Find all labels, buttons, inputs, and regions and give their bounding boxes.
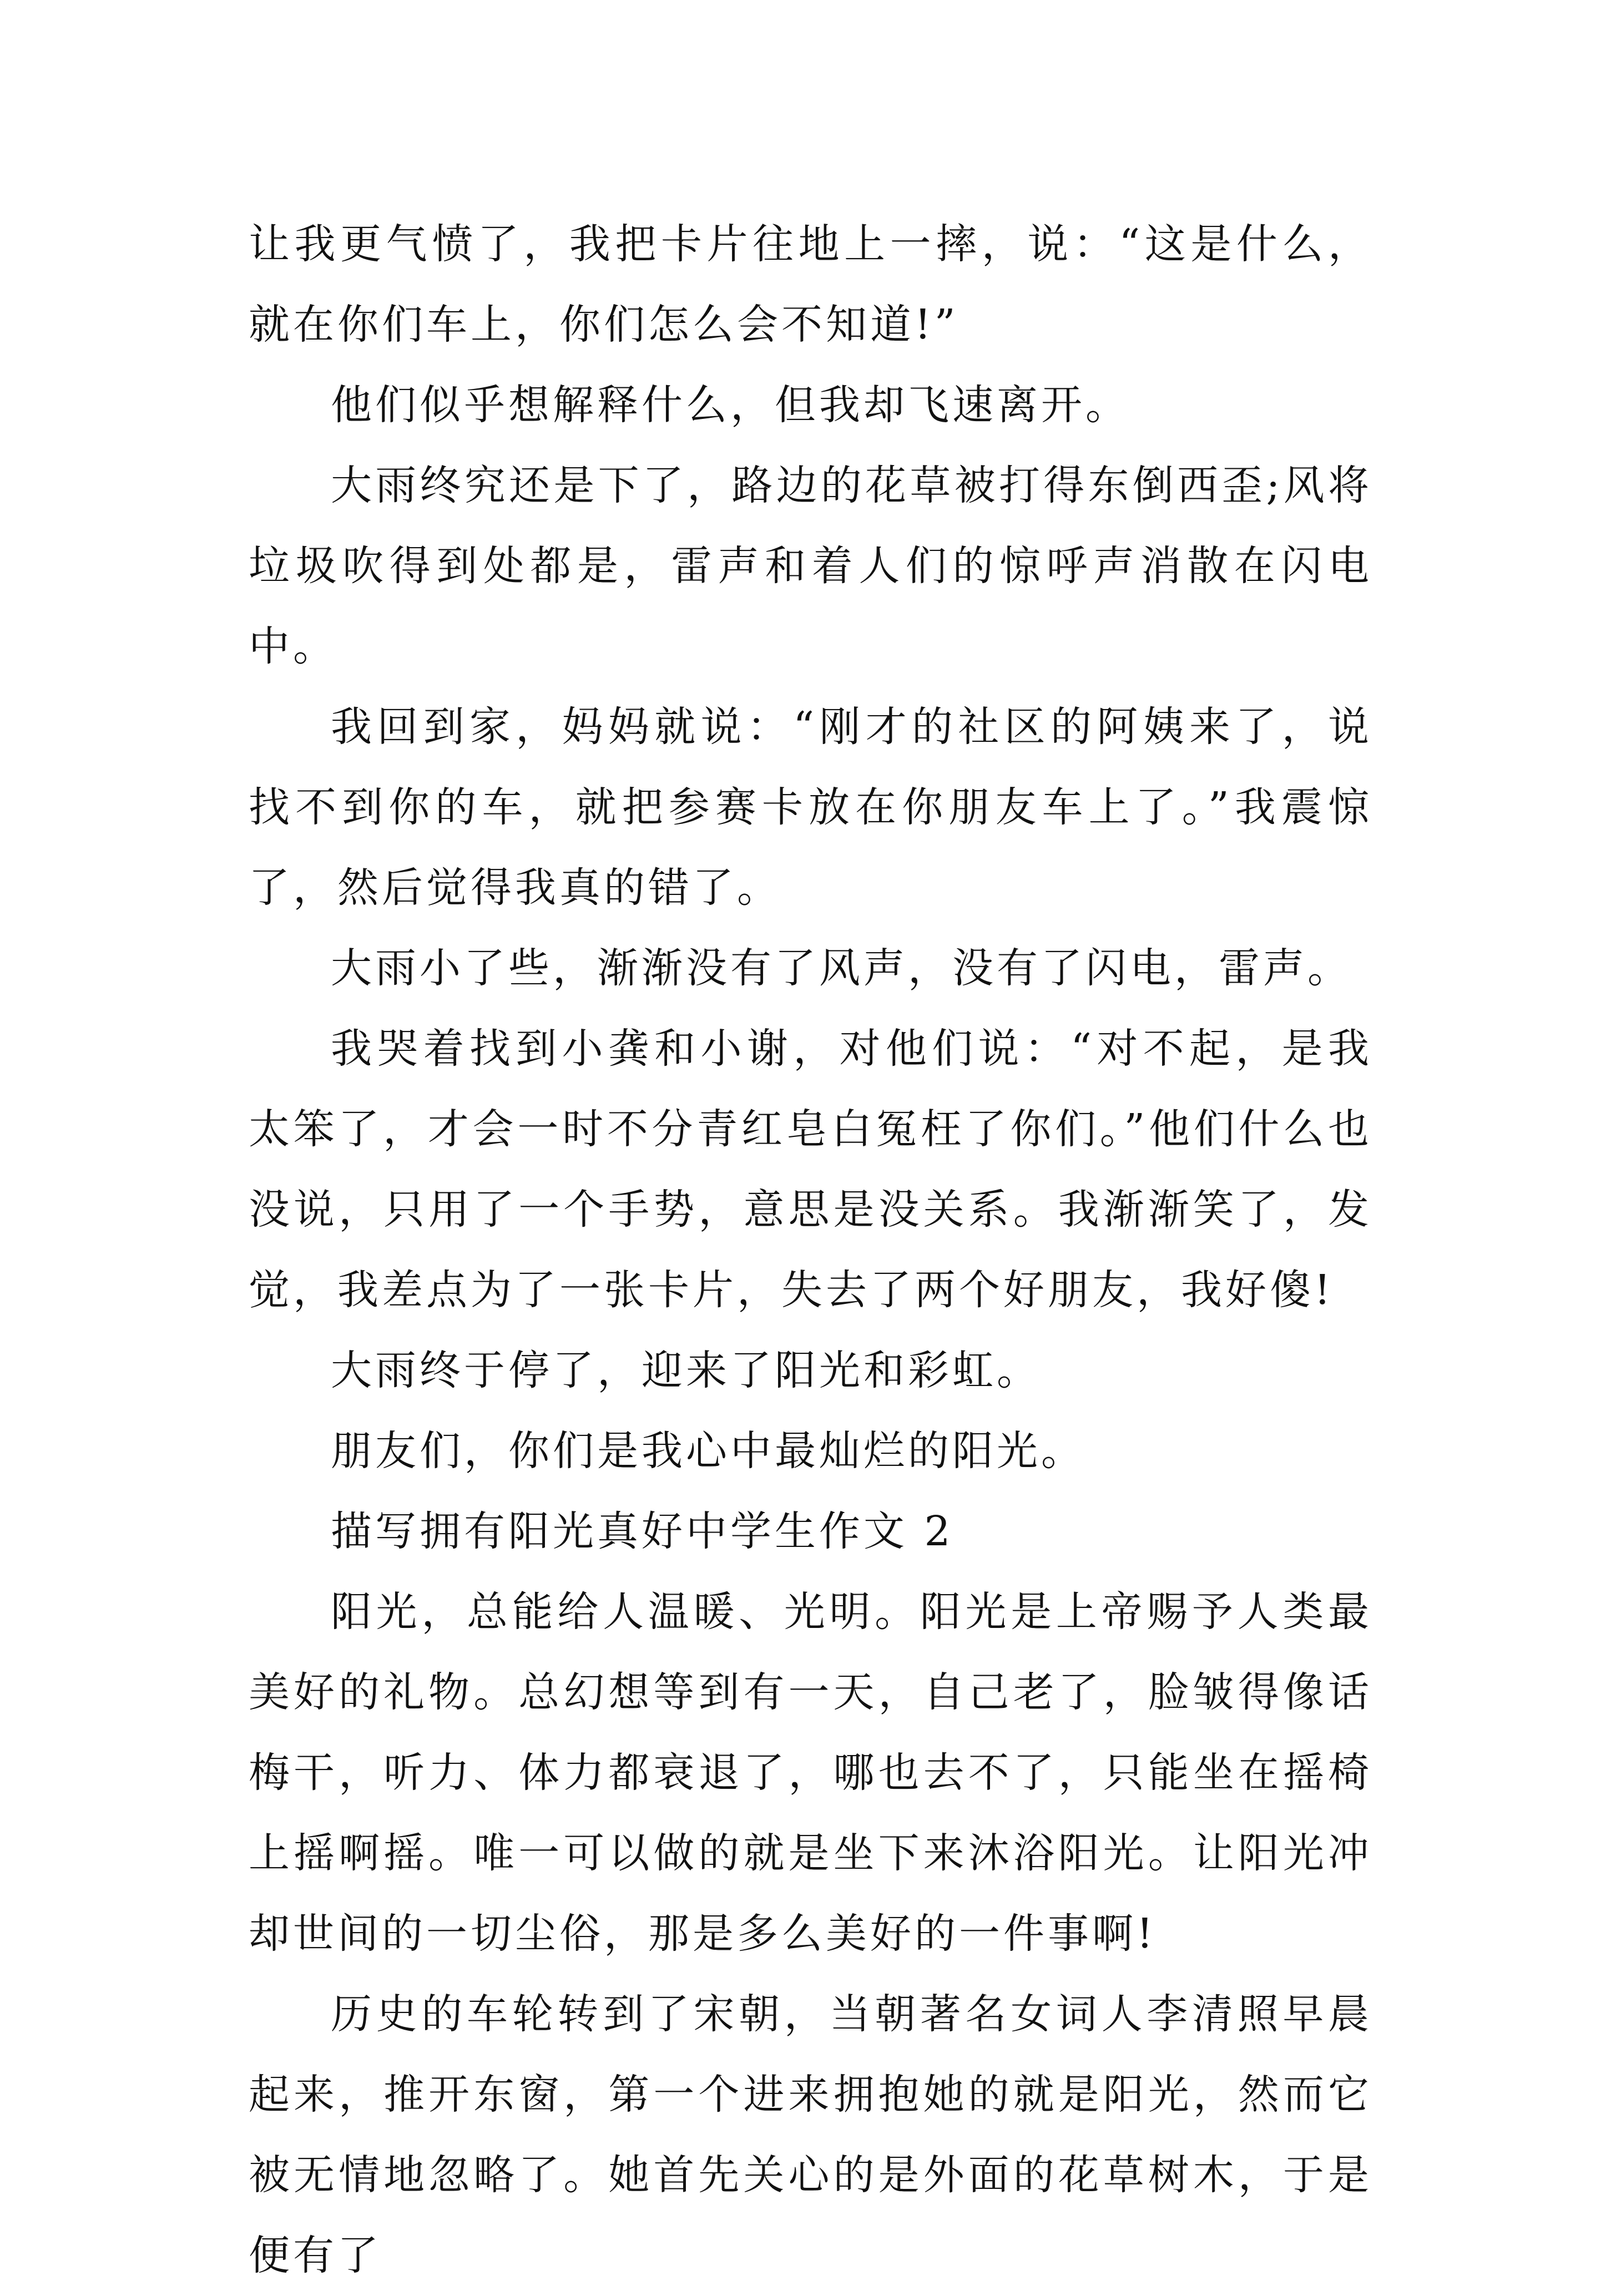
paragraph: 大雨终于停了，迎来了阳光和彩虹。 [331, 1347, 1041, 1394]
section-title: 描写拥有阳光真好中学生作文 2 [331, 1508, 954, 1555]
paragraph: 我回到家，妈妈就说：“刚才的社区的阿姨来了，说找不到你的车，就把参赛卡放在你朋友车上了。”我震惊了，然后觉得我真的错了。 [249, 703, 1372, 912]
paragraph: 朋友们，你们是我心中最灿烂的阳光。 [331, 1427, 1085, 1475]
paragraph: 让我更气愤了，我把卡片往地上一摔，说：“这是什么，就在你们车上，你们怎么会不知道!” [249, 220, 1372, 348]
paragraph: 阳光，总能给人温暖、光明。阳光是上帝赐予人类最美好的礼物。总幻想等到有一天，自己老了，脸皱得像话梅干，听力、体力都衰退了，哪也去不了，只能坐在摇椅上摇啊摇。唯一可以做的就是坐下来沐浴阳光。让阳光冲却世间的一切尘俗，那是多么美好的一件事啊! [249, 1588, 1372, 1958]
paragraph: 我哭着找到小龚和小谢，对他们说：“对不起，是我太笨了，才会一时不分青红皂白冤枉了你们。”他们什么也没说，只用了一个手势，意思是没关系。我渐渐笑了，发觉，我差点为了一张卡片，失去了两个好朋友，我好傻! [249, 1025, 1372, 1314]
document-body [249, 204, 1372, 2296]
paragraph: 大雨小了些，渐渐没有了风声，没有了闪电，雷声。 [331, 944, 1352, 992]
paragraph: 大雨终究还是下了，路边的花草被打得东倒西歪;风将垃圾吹得到处都是，雷声和着人们的惊呼声消散在闪电中。 [249, 462, 1372, 670]
paragraph: 他们似乎想解释什么，但我却飞速离开。 [331, 381, 1130, 429]
paragraph: 历史的车轮转到了宋朝，当朝著名女词人李清照早晨起来，推开东窗，第一个进来拥抱她的就是阳光，然而它被无情地忽略了。她首先关心的是外面的花草树木，于是便有了 [249, 1990, 1372, 2279]
